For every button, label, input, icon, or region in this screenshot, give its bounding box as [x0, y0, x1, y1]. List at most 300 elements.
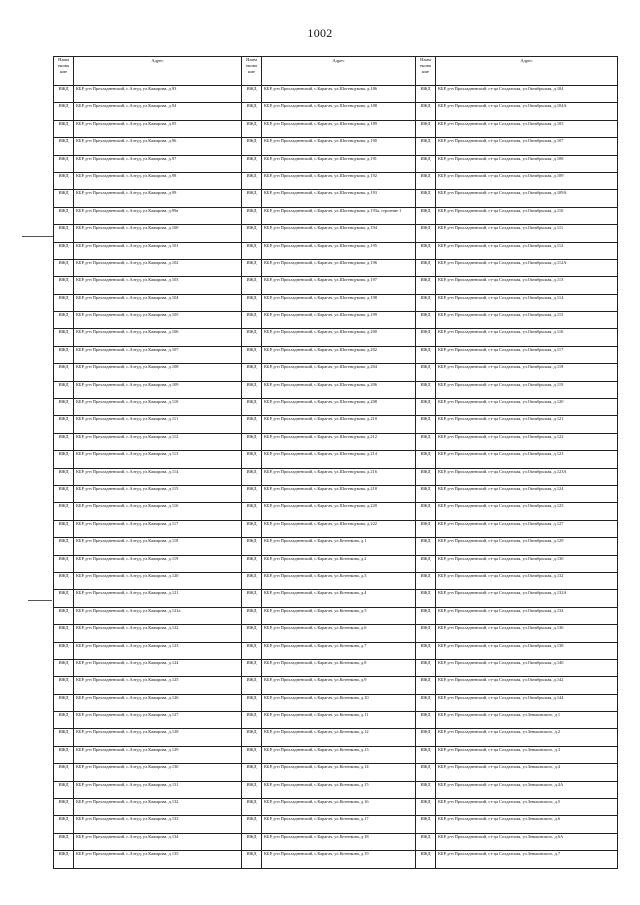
cell-type-3: ИЖД [416, 225, 436, 242]
cell-address-3: КБР, р-н Прохладненский, ст-ца Солдатская, ул.Зеньковского, д.5 [436, 799, 618, 816]
cell-type-2: ИЖД [242, 346, 262, 363]
cell-type-3: ИЖД [416, 607, 436, 624]
table-row [54, 659, 618, 676]
cell-type-2: ИЖД [242, 190, 262, 207]
cell-address-2: КБР, р-н Прохладненский, с.Карагач, ул.Котенкова, д.9 [262, 677, 416, 694]
table-row [54, 225, 618, 242]
cell-type-2: ИЖД [242, 259, 262, 276]
cell-address-3: КБР, р-н Прохладненский, ст-ца Солдатская, ул.Октябрьская, д.105 [436, 120, 618, 137]
table-row [54, 433, 618, 450]
cell-address-3: КБР, р-н Прохладненский, ст-ца Солдатская, ул.Октябрьская, д.111 [436, 225, 618, 242]
cell-type-2: ИЖД [242, 746, 262, 763]
table-row [54, 799, 618, 816]
cell-address-1: КБР, р-н Прохладненский, с.Алтуд, ул.Кажарова, д.113 [74, 451, 242, 468]
cell-type-1: ИЖД [54, 799, 74, 816]
table-row [54, 259, 618, 276]
cell-address-2: КБР, р-н Прохладненский, с.Карагач, ул.Шогенцукова, д.196 [262, 259, 416, 276]
cell-type-2: ИЖД [242, 242, 262, 259]
cell-type-3: ИЖД [416, 746, 436, 763]
cell-type-1: ИЖД [54, 694, 74, 711]
table-row [54, 851, 618, 868]
cell-type-3: ИЖД [416, 399, 436, 416]
cell-address-2: КБР, р-н Прохладненский, с.Карагач, ул.Котенкова, д.15 [262, 781, 416, 798]
cell-type-2: ИЖД [242, 138, 262, 155]
cell-type-2: ИЖД [242, 694, 262, 711]
cell-type-3: ИЖД [416, 799, 436, 816]
cell-address-3: КБР, р-н Прохладненский, ст-ца Солдатская, ул.Зеньковского, д.3 [436, 746, 618, 763]
cell-type-1: ИЖД [54, 851, 74, 868]
cell-address-1: КБР, р-н Прохладненский, с.Алтуд, ул.Кажарова, д.99а [74, 207, 242, 224]
cell-type-1: ИЖД [54, 572, 74, 589]
cell-type-1: ИЖД [54, 190, 74, 207]
table-row [54, 172, 618, 189]
cell-type-1: ИЖД [54, 381, 74, 398]
table-row [54, 572, 618, 589]
cell-address-2: КБР, р-н Прохладненский, с.Карагач, ул.Шогенцукова, д.195 [262, 242, 416, 259]
cell-address-2: КБР, р-н Прохладненский, с.Карагач, ул.Шогенцукова, д.188 [262, 103, 416, 120]
cell-address-3: КБР, р-н Прохладненский, ст-ца Солдатская, ул.Октябрьская, д.117 [436, 346, 618, 363]
cell-type-2: ИЖД [242, 416, 262, 433]
cell-address-1: КБР, р-н Прохладненский, с.Алтуд, ул.Кажарова, д.117 [74, 520, 242, 537]
table-row [54, 642, 618, 659]
cell-address-3: КБР, р-н Прохладненский, ст-ца Солдатская, ул.Зеньковского, д.6А [436, 833, 618, 850]
cell-address-2: КБР, р-н Прохладненский, с.Карагач, ул.Котенкова, д.13 [262, 746, 416, 763]
cell-address-1: КБР, р-н Прохладненский, с.Алтуд, ул.Кажарова, д.122 [74, 625, 242, 642]
cell-type-2: ИЖД [242, 555, 262, 572]
cell-address-3: КБР, р-н Прохладненский, ст-ца Солдатская, ул.Октябрьская, д.114 [436, 294, 618, 311]
cell-address-3: КБР, р-н Прохладненский, ст-ца Солдатская, ул.Октябрьская, д.104 [436, 86, 618, 103]
cell-type-3: ИЖД [416, 207, 436, 224]
cell-type-1: ИЖД [54, 294, 74, 311]
table-row [54, 485, 618, 502]
cell-address-3: КБР, р-н Прохладненский, ст-ца Солдатская, ул.Октябрьская, д.123 [436, 451, 618, 468]
cell-address-1: КБР, р-н Прохладненский, с.Алтуд, ул.Кажарова, д.93 [74, 86, 242, 103]
cell-address-3: КБР, р-н Прохладненский, ст-ца Солдатская, ул.Октябрьская, д.132 [436, 572, 618, 589]
cell-type-1: ИЖД [54, 625, 74, 642]
cell-address-1: КБР, р-н Прохладненский, с.Алтуд, ул.Кажарова, д.130 [74, 764, 242, 781]
cell-address-2: КБР, р-н Прохладненский, с.Карагач, ул.Котенкова, д.10 [262, 694, 416, 711]
cell-address-3: КБР, р-н Прохладненский, ст-ца Солдатская, ул.Октябрьская, д.132А [436, 590, 618, 607]
cell-address-3: КБР, р-н Прохладненский, ст-ца Солдатская, ул.Октябрьская, д.134 [436, 607, 618, 624]
cell-type-1: ИЖД [54, 520, 74, 537]
table-header-row [54, 57, 618, 86]
cell-type-3: ИЖД [416, 712, 436, 729]
cell-type-1: ИЖД [54, 242, 74, 259]
cell-address-1: КБР, р-н Прохладненский, с.Алтуд, ул.Кажарова, д.112 [74, 433, 242, 450]
cell-address-2: КБР, р-н Прохладненский, с.Карагач, ул.Шогенцукова, д.214 [262, 451, 416, 468]
table-row [54, 329, 618, 346]
cell-address-2: КБР, р-н Прохладненский, с.Карагач, ул.Шогенцукова, д.222 [262, 520, 416, 537]
cell-type-2: ИЖД [242, 503, 262, 520]
cell-type-1: ИЖД [54, 764, 74, 781]
cell-address-2: КБР, р-н Прохладненский, с.Карагач, ул.Шогенцукова, д.208 [262, 399, 416, 416]
table-row [54, 503, 618, 520]
cell-type-2: ИЖД [242, 172, 262, 189]
cell-address-1: КБР, р-н Прохладненский, с.Алтуд, ул.Кажарова, д.118 [74, 538, 242, 555]
cell-type-3: ИЖД [416, 816, 436, 833]
cell-address-1: КБР, р-н Прохладненский, с.Алтуд, ул.Кажарова, д.106 [74, 329, 242, 346]
cell-type-2: ИЖД [242, 607, 262, 624]
cell-address-1: КБР, р-н Прохладненский, с.Алтуд, ул.Кажарова, д.135 [74, 851, 242, 868]
cell-address-1: КБР, р-н Прохладненский, с.Алтуд, ул.Кажарова, д.96 [74, 138, 242, 155]
col-header-type-1: Наим енова ние [54, 57, 74, 86]
table-row [54, 312, 618, 329]
cell-address-3: КБР, р-н Прохладненский, ст-ца Солдатская, ул.Октябрьская, д.129 [436, 538, 618, 555]
cell-address-2: КБР, р-н Прохладненский, с.Карагач, ул.Котенкова, д.19 [262, 851, 416, 868]
cell-address-3: КБР, р-н Прохладненский, ст-ца Солдатская, ул.Зеньковского, д.2 [436, 729, 618, 746]
table-row [54, 625, 618, 642]
cell-address-1: КБР, р-н Прохладненский, с.Алтуд, ул.Кажарова, д.121 [74, 590, 242, 607]
cell-address-3: КБР, р-н Прохладненский, ст-ца Солдатская, ул.Зеньковского, д.6 [436, 816, 618, 833]
cell-type-3: ИЖД [416, 781, 436, 798]
cell-type-2: ИЖД [242, 103, 262, 120]
cell-address-1: КБР, р-н Прохладненский, с.Алтуд, ул.Кажарова, д.125 [74, 677, 242, 694]
cell-type-1: ИЖД [54, 677, 74, 694]
cell-address-3: КБР, р-н Прохладненский, ст-ца Солдатская, ул.Зеньковского, д.1 [436, 712, 618, 729]
cell-address-1: КБР, р-н Прохладненский, с.Алтуд, ул.Кажарова, д.100 [74, 225, 242, 242]
cell-type-1: ИЖД [54, 590, 74, 607]
cell-type-3: ИЖД [416, 277, 436, 294]
table-row [54, 607, 618, 624]
cell-type-3: ИЖД [416, 364, 436, 381]
cell-address-3: КБР, р-н Прохладненский, ст-ца Солдатская, ул.Октябрьская, д.108 [436, 155, 618, 172]
cell-address-3: КБР, р-н Прохладненский, ст-ца Солдатская, ул.Октябрьская, д.109 [436, 172, 618, 189]
cell-address-1: КБР, р-н Прохладненский, с.Алтуд, ул.Кажарова, д.127 [74, 712, 242, 729]
cell-type-3: ИЖД [416, 572, 436, 589]
col-header-address-3: Адрес [436, 57, 618, 86]
cell-address-2: КБР, р-н Прохладненский, с.Карагач, ул.Котенкова, д.3 [262, 572, 416, 589]
cell-address-3: КБР, р-н Прохладненский, ст-ца Солдатская, ул.Октябрьская, д.122 [436, 433, 618, 450]
cell-address-2: КБР, р-н Прохладненский, с.Карагач, ул.Шогенцукова, д.216 [262, 468, 416, 485]
cell-type-2: ИЖД [242, 312, 262, 329]
cell-address-3: КБР, р-н Прохладненский, ст-ца Солдатская, ул.Октябрьская, д.121 [436, 416, 618, 433]
col-header-address-2: Адрес [262, 57, 416, 86]
cell-type-3: ИЖД [416, 259, 436, 276]
cell-type-3: ИЖД [416, 833, 436, 850]
cell-type-1: ИЖД [54, 538, 74, 555]
cell-address-2: КБР, р-н Прохладненский, с.Карагач, ул.Котенкова, д.14 [262, 764, 416, 781]
cell-type-3: ИЖД [416, 381, 436, 398]
cell-type-1: ИЖД [54, 312, 74, 329]
cell-type-2: ИЖД [242, 625, 262, 642]
cell-address-3: КБР, р-н Прохладненский, ст-ца Солдатская, ул.Октябрьская, д.113 [436, 277, 618, 294]
cell-type-2: ИЖД [242, 590, 262, 607]
cell-type-3: ИЖД [416, 155, 436, 172]
cell-type-2: ИЖД [242, 816, 262, 833]
cell-type-2: ИЖД [242, 120, 262, 137]
cell-address-1: КБР, р-н Прохладненский, с.Алтуд, ул.Кажарова, д.131 [74, 781, 242, 798]
table-row [54, 381, 618, 398]
table-row [54, 86, 618, 103]
cell-address-3: КБР, р-н Прохладненский, ст-ца Солдатская, ул.Зеньковского, д.7 [436, 851, 618, 868]
cell-type-3: ИЖД [416, 190, 436, 207]
cell-address-1: КБР, р-н Прохладненский, с.Алтуд, ул.Кажарова, д.101 [74, 242, 242, 259]
cell-address-3: КБР, р-н Прохладненский, ст-ца Солдатская, ул.Октябрьская, д.120 [436, 399, 618, 416]
cell-type-1: ИЖД [54, 207, 74, 224]
cell-type-3: ИЖД [416, 729, 436, 746]
cell-address-1: КБР, р-н Прохладненский, с.Алтуд, ул.Кажарова, д.94 [74, 103, 242, 120]
cell-type-3: ИЖД [416, 625, 436, 642]
cell-type-3: ИЖД [416, 86, 436, 103]
cell-address-1: КБР, р-н Прохладненский, с.Алтуд, ул.Кажарова, д.126 [74, 694, 242, 711]
cell-address-1: КБР, р-н Прохладненский, с.Алтуд, ул.Кажарова, д.110 [74, 399, 242, 416]
cell-type-1: ИЖД [54, 259, 74, 276]
cell-type-2: ИЖД [242, 294, 262, 311]
scan-artifact-line [28, 600, 52, 601]
cell-type-1: ИЖД [54, 120, 74, 137]
cell-address-1: КБР, р-н Прохладненский, с.Алтуд, ул.Кажарова, д.108 [74, 364, 242, 381]
cell-address-2: КБР, р-н Прохладненский, с.Карагач, ул.Шогенцукова, д.202 [262, 346, 416, 363]
cell-type-3: ИЖД [416, 329, 436, 346]
address-table [53, 56, 618, 869]
table-row [54, 120, 618, 137]
cell-type-2: ИЖД [242, 381, 262, 398]
scan-artifact-line [22, 236, 54, 237]
cell-address-3: КБР, р-н Прохладненский, ст-ца Солдатская, ул.Октябрьская, д.130 [436, 555, 618, 572]
cell-address-2: КБР, р-н Прохладненский, с.Карагач, ул.Котенкова, д.6 [262, 625, 416, 642]
table-row [54, 694, 618, 711]
cell-address-2: КБР, р-н Прохладненский, с.Карагач, ул.Шогенцукова, д.206 [262, 381, 416, 398]
cell-type-1: ИЖД [54, 555, 74, 572]
cell-type-1: ИЖД [54, 659, 74, 676]
cell-address-3: КБР, р-н Прохладненский, ст-ца Солдатская, ул.Октябрьская, д.110 [436, 207, 618, 224]
table-row [54, 364, 618, 381]
col-header-type-2: Наим енова ние [242, 57, 262, 86]
table-row [54, 416, 618, 433]
cell-type-3: ИЖД [416, 503, 436, 520]
cell-address-2: КБР, р-н Прохладненский, с.Карагач, ул.Шогенцукова, д.192 [262, 172, 416, 189]
cell-type-2: ИЖД [242, 485, 262, 502]
table-row [54, 781, 618, 798]
cell-address-3: КБР, р-н Прохладненский, ст-ца Солдатская, ул.Октябрьская, д.124 [436, 485, 618, 502]
cell-type-3: ИЖД [416, 764, 436, 781]
cell-address-2: КБР, р-н Прохладненский, с.Карагач, ул.Котенкова, д.11 [262, 712, 416, 729]
cell-type-2: ИЖД [242, 538, 262, 555]
cell-address-3: КБР, р-н Прохладненский, ст-ца Солдатская, ул.Зеньковского, д.4 [436, 764, 618, 781]
cell-address-3: КБР, р-н Прохладненский, ст-ца Солдатская, ул.Октябрьская, д.138 [436, 642, 618, 659]
cell-type-1: ИЖД [54, 399, 74, 416]
cell-address-1: КБР, р-н Прохладненский, с.Алтуд, ул.Кажарова, д.121а [74, 607, 242, 624]
cell-type-3: ИЖД [416, 555, 436, 572]
table-row [54, 242, 618, 259]
cell-address-1: КБР, р-н Прохладненский, с.Алтуд, ул.Кажарова, д.134 [74, 833, 242, 850]
cell-address-2: КБР, р-н Прохладненский, с.Карагач, ул.Шогенцукова, д.218 [262, 485, 416, 502]
cell-type-1: ИЖД [54, 468, 74, 485]
cell-type-2: ИЖД [242, 659, 262, 676]
cell-type-2: ИЖД [242, 799, 262, 816]
cell-address-2: КБР, р-н Прохладненский, с.Карагач, ул.Котенкова, д.16 [262, 799, 416, 816]
cell-type-2: ИЖД [242, 677, 262, 694]
cell-address-1: КБР, р-н Прохладненский, с.Алтуд, ул.Кажарова, д.120 [74, 572, 242, 589]
cell-type-1: ИЖД [54, 225, 74, 242]
cell-type-2: ИЖД [242, 851, 262, 868]
cell-address-1: КБР, р-н Прохладненский, с.Алтуд, ул.Кажарова, д.129 [74, 746, 242, 763]
table-row [54, 833, 618, 850]
cell-address-2: КБР, р-н Прохладненский, с.Карагач, ул.Шогенцукова, д.189 [262, 120, 416, 137]
cell-address-1: КБР, р-н Прохладненский, с.Алтуд, ул.Кажарова, д.109 [74, 381, 242, 398]
cell-address-3: КБР, р-н Прохладненский, ст-ца Солдатская, ул.Октябрьская, д.123А [436, 468, 618, 485]
cell-type-3: ИЖД [416, 677, 436, 694]
cell-address-3: КБР, р-н Прохладненский, ст-ца Солдатская, ул.Октябрьская, д.136 [436, 625, 618, 642]
cell-type-3: ИЖД [416, 851, 436, 868]
cell-address-2: КБР, р-н Прохладненский, с.Карагач, ул.Котенкова, д.4 [262, 590, 416, 607]
cell-address-2: КБР, р-н Прохладненский, с.Карагач, ул.Шогенцукова, д.186 [262, 86, 416, 103]
cell-type-3: ИЖД [416, 138, 436, 155]
table-row [54, 816, 618, 833]
table-row [54, 399, 618, 416]
cell-type-3: ИЖД [416, 468, 436, 485]
cell-type-1: ИЖД [54, 416, 74, 433]
cell-address-1: КБР, р-н Прохладненский, с.Алтуд, ул.Кажарова, д.105 [74, 312, 242, 329]
cell-address-1: КБР, р-н Прохладненский, с.Алтуд, ул.Кажарова, д.119 [74, 555, 242, 572]
cell-address-2: КБР, р-н Прохладненский, с.Карагач, ул.Шогенцукова, д.204 [262, 364, 416, 381]
cell-type-2: ИЖД [242, 572, 262, 589]
cell-type-1: ИЖД [54, 816, 74, 833]
cell-address-2: КБР, р-н Прохладненский, с.Карагач, ул.Шогенцукова, д.212 [262, 433, 416, 450]
cell-address-2: КБР, р-н Прохладненский, с.Карагач, ул.Котенкова, д.2 [262, 555, 416, 572]
cell-address-3: КБР, р-н Прохладненский, ст-ца Солдатская, ул.Октябрьская, д.142 [436, 677, 618, 694]
table-row [54, 712, 618, 729]
cell-type-1: ИЖД [54, 346, 74, 363]
cell-type-1: ИЖД [54, 364, 74, 381]
cell-address-1: КБР, р-н Прохладненский, с.Алтуд, ул.Кажарова, д.114 [74, 468, 242, 485]
cell-address-3: КБР, р-н Прохладненский, ст-ца Солдатская, ул.Зеньковского, д.4А [436, 781, 618, 798]
cell-address-3: КБР, р-н Прохладненский, ст-ца Солдатская, ул.Октябрьская, д.115 [436, 312, 618, 329]
cell-address-1: КБР, р-н Прохладненский, с.Алтуд, ул.Кажарова, д.97 [74, 155, 242, 172]
cell-type-2: ИЖД [242, 399, 262, 416]
cell-address-2: КБР, р-н Прохладненский, с.Карагач, ул.Котенкова, д.12 [262, 729, 416, 746]
cell-type-3: ИЖД [416, 451, 436, 468]
cell-type-1: ИЖД [54, 433, 74, 450]
cell-address-1: КБР, р-н Прохладненский, с.Алтуд, ул.Кажарова, д.103 [74, 277, 242, 294]
cell-address-1: КБР, р-н Прохладненский, с.Алтуд, ул.Кажарова, д.115 [74, 485, 242, 502]
cell-type-2: ИЖД [242, 729, 262, 746]
cell-type-2: ИЖД [242, 642, 262, 659]
table-row [54, 764, 618, 781]
cell-address-3: КБР, р-н Прохладненский, ст-ца Солдатская, ул.Октябрьская, д.119 [436, 381, 618, 398]
cell-type-2: ИЖД [242, 364, 262, 381]
cell-address-2: КБР, р-н Прохладненский, с.Карагач, ул.Котенкова, д.8 [262, 659, 416, 676]
cell-type-1: ИЖД [54, 138, 74, 155]
table-row [54, 590, 618, 607]
cell-type-3: ИЖД [416, 433, 436, 450]
cell-address-1: КБР, р-н Прохладненский, с.Алтуд, ул.Кажарова, д.99 [74, 190, 242, 207]
cell-address-3: КБР, р-н Прохладненский, ст-ца Солдатская, ул.Октябрьская, д.125 [436, 503, 618, 520]
cell-address-3: КБР, р-н Прохладненский, ст-ца Солдатская, ул.Октябрьская, д.116 [436, 329, 618, 346]
cell-type-1: ИЖД [54, 729, 74, 746]
cell-address-2: КБР, р-н Прохладненский, с.Карагач, ул.Шогенцукова, д.210 [262, 416, 416, 433]
cell-type-3: ИЖД [416, 538, 436, 555]
cell-type-2: ИЖД [242, 468, 262, 485]
cell-type-3: ИЖД [416, 642, 436, 659]
cell-type-1: ИЖД [54, 833, 74, 850]
col-header-type-3: Наим енова ние [416, 57, 436, 86]
cell-type-1: ИЖД [54, 451, 74, 468]
cell-address-3: КБР, р-н Прохладненский, ст-ца Солдатская, ул.Октябрьская, д.107 [436, 138, 618, 155]
table-row [54, 520, 618, 537]
table-row [54, 277, 618, 294]
cell-type-3: ИЖД [416, 172, 436, 189]
cell-address-2: КБР, р-н Прохладненский, с.Карагач, ул.Шогенцукова, д.197 [262, 277, 416, 294]
cell-address-1: КБР, р-н Прохладненский, с.Алтуд, ул.Кажарова, д.133 [74, 816, 242, 833]
cell-type-1: ИЖД [54, 607, 74, 624]
cell-type-1: ИЖД [54, 746, 74, 763]
cell-type-3: ИЖД [416, 103, 436, 120]
cell-address-2: КБР, р-н Прохладненский, с.Карагач, ул.Шогенцукова, д.198 [262, 294, 416, 311]
cell-type-1: ИЖД [54, 155, 74, 172]
cell-address-3: КБР, р-н Прохладненский, ст-ца Солдатская, ул.Октябрьская, д.140 [436, 659, 618, 676]
cell-type-2: ИЖД [242, 712, 262, 729]
cell-address-1: КБР, р-н Прохладненский, с.Алтуд, ул.Кажарова, д.98 [74, 172, 242, 189]
table-row [54, 538, 618, 555]
cell-address-1: КБР, р-н Прохладненский, с.Алтуд, ул.Кажарова, д.123 [74, 642, 242, 659]
cell-address-2: КБР, р-н Прохладненский, с.Карагач, ул.Шогенцукова, д.193а, строение 1 [262, 207, 416, 224]
cell-type-3: ИЖД [416, 242, 436, 259]
cell-type-1: ИЖД [54, 781, 74, 798]
cell-type-2: ИЖД [242, 520, 262, 537]
cell-address-3: КБР, р-н Прохладненский, ст-ца Солдатская, ул.Октябрьская, д.118 [436, 364, 618, 381]
table-row [54, 294, 618, 311]
cell-type-3: ИЖД [416, 520, 436, 537]
cell-address-1: КБР, р-н Прохладненский, с.Алтуд, ул.Кажарова, д.102 [74, 259, 242, 276]
cell-address-3: КБР, р-н Прохладненский, ст-ца Солдатская, ул.Октябрьская, д.144 [436, 694, 618, 711]
table-row [54, 346, 618, 363]
cell-type-3: ИЖД [416, 659, 436, 676]
cell-address-2: КБР, р-н Прохладненский, с.Карагач, ул.Шогенцукова, д.199 [262, 312, 416, 329]
table-row [54, 729, 618, 746]
cell-type-3: ИЖД [416, 485, 436, 502]
cell-address-2: КБР, р-н Прохладненский, с.Карагач, ул.Шогенцукова, д.194 [262, 225, 416, 242]
cell-address-3: КБР, р-н Прохладненский, ст-ца Солдатская, ул.Октябрьская, д.104А [436, 103, 618, 120]
cell-address-1: КБР, р-н Прохладненский, с.Алтуд, ул.Кажарова, д.132 [74, 799, 242, 816]
cell-address-2: КБР, р-н Прохладненский, с.Карагач, ул.Шогенцукова, д.193 [262, 190, 416, 207]
cell-address-2: КБР, р-н Прохладненский, с.Карагач, ул.Шогенцукова, д.220 [262, 503, 416, 520]
table-row [54, 555, 618, 572]
cell-type-1: ИЖД [54, 172, 74, 189]
table-row [54, 677, 618, 694]
table-row [54, 155, 618, 172]
table-row [54, 451, 618, 468]
cell-address-2: КБР, р-н Прохладненский, с.Карагач, ул.Шогенцукова, д.200 [262, 329, 416, 346]
cell-type-3: ИЖД [416, 312, 436, 329]
cell-type-2: ИЖД [242, 329, 262, 346]
cell-type-3: ИЖД [416, 416, 436, 433]
col-header-address-1: Адрес [74, 57, 242, 86]
table-row [54, 138, 618, 155]
table-row [54, 207, 618, 224]
table-row [54, 746, 618, 763]
cell-type-1: ИЖД [54, 329, 74, 346]
cell-type-2: ИЖД [242, 433, 262, 450]
cell-type-3: ИЖД [416, 120, 436, 137]
cell-address-1: КБР, р-н Прохладненский, с.Алтуд, ул.Кажарова, д.111 [74, 416, 242, 433]
cell-type-1: ИЖД [54, 642, 74, 659]
cell-address-1: КБР, р-н Прохладненский, с.Алтуд, ул.Кажарова, д.104 [74, 294, 242, 311]
cell-address-3: КБР, р-н Прохладненский, ст-ца Солдатская, ул.Октябрьская, д.112А [436, 259, 618, 276]
cell-address-1: КБР, р-н Прохладненский, с.Алтуд, ул.Кажарова, д.128 [74, 729, 242, 746]
cell-type-1: ИЖД [54, 86, 74, 103]
cell-address-3: КБР, р-н Прохладненский, ст-ца Солдатская, ул.Октябрьская, д.112 [436, 242, 618, 259]
cell-address-1: КБР, р-н Прохладненский, с.Алтуд, ул.Кажарова, д.107 [74, 346, 242, 363]
cell-address-2: КБР, р-н Прохладненский, с.Карагач, ул.Шогенцукова, д.190 [262, 138, 416, 155]
cell-address-2: КБР, р-н Прохладненский, с.Карагач, ул.Шогенцукова, д.191 [262, 155, 416, 172]
cell-type-2: ИЖД [242, 833, 262, 850]
cell-type-2: ИЖД [242, 207, 262, 224]
table-row [54, 103, 618, 120]
cell-address-2: КБР, р-н Прохладненский, с.Карагач, ул.Котенкова, д.17 [262, 816, 416, 833]
cell-type-1: ИЖД [54, 277, 74, 294]
cell-type-2: ИЖД [242, 277, 262, 294]
